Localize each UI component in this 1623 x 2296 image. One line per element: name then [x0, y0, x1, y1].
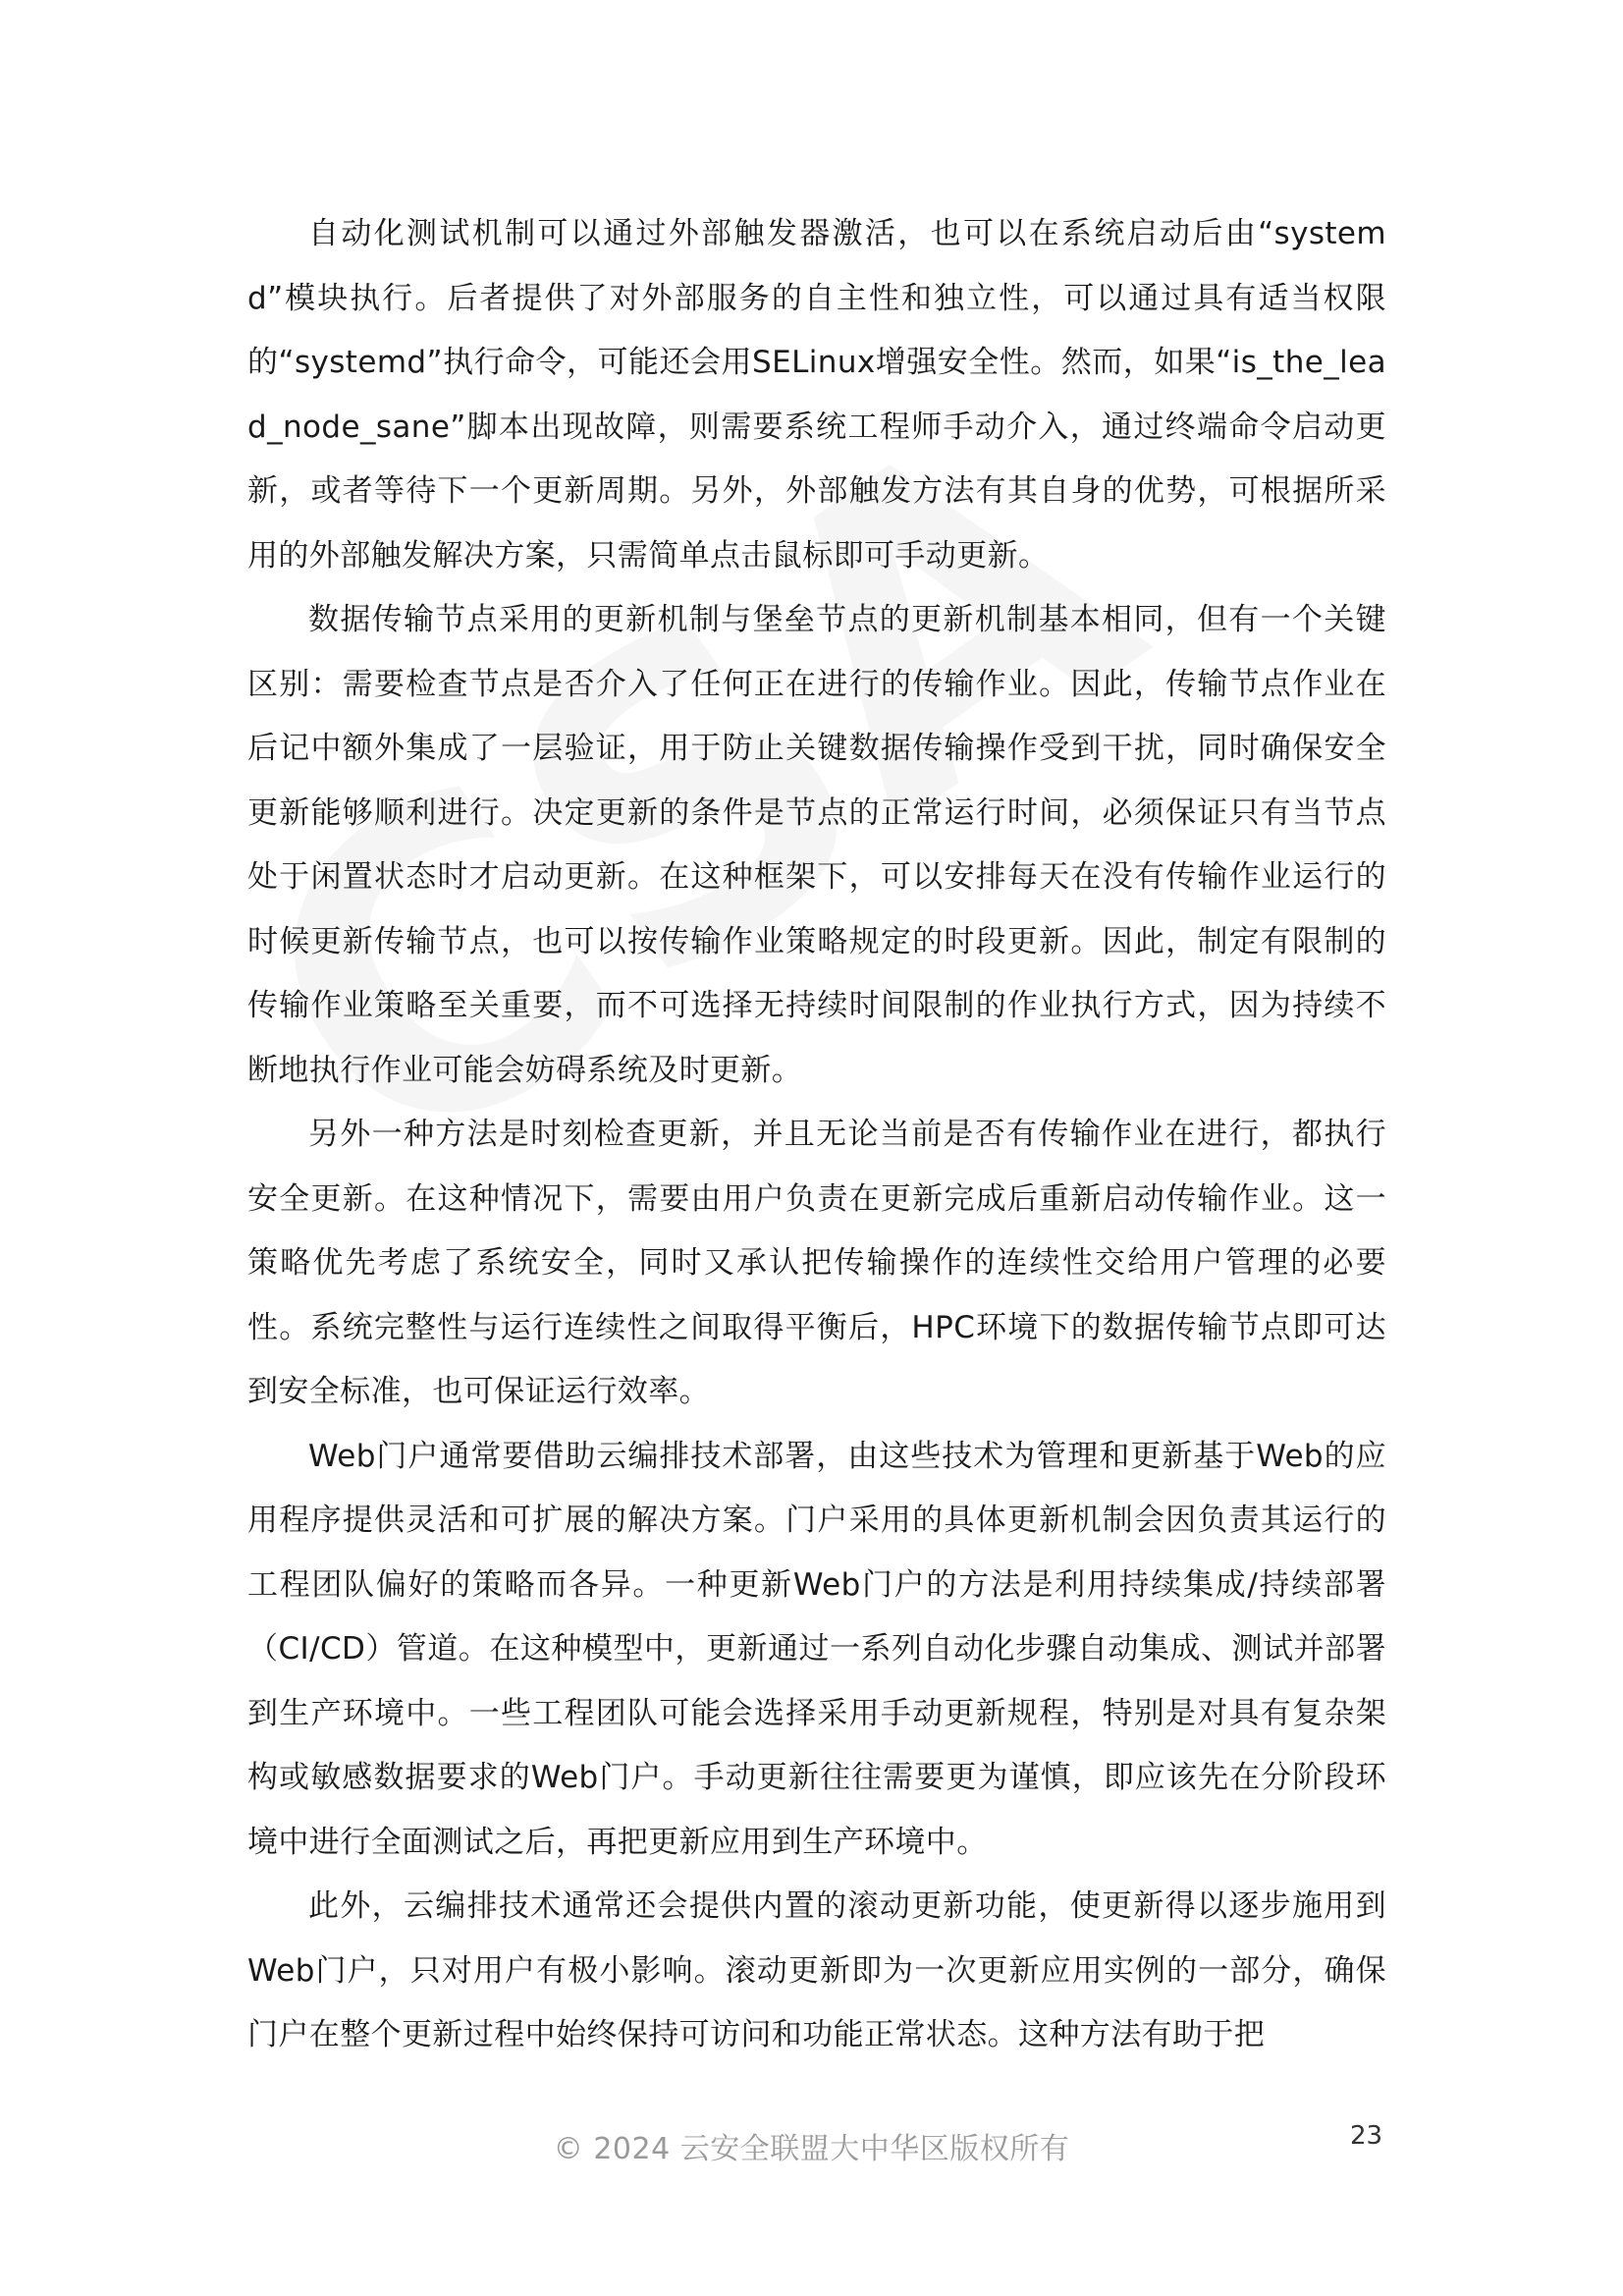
page-number: 23	[1350, 2121, 1383, 2151]
paragraph-data-transfer-node: 数据传输节点采用的更新机制与堡垒节点的更新机制基本相同，但有一个关键区别：需要检查节点是否介入了任何正在进行的传输作业。因此，传输节点作业在后记中额外集成了一层验证，用于防止关键数据传输操作受到干扰，同时确保安全更新能够顺利进行。决定更新的条件是节点的正常运行时间，必须保证只有当节点处于闲置状态时才启动更新。在这种框架下，可以安排每天在没有传输作业运行的时候更新传输节点，也可以按传输作业策略规定的时段更新。因此，制定有限制的传输作业策略至关重要，而不可选择无持续时间限制的作业执行方式，因为持续不断地执行作业可能会妨碍系统及时更新。	[247, 602, 1386, 1088]
footer-copyright: © 2024 云安全联盟大中华区版权所有	[553, 2132, 1070, 2166]
body-text	[247, 202, 1386, 2068]
paragraph-rolling-update: 此外，云编排技术通常还会提供内置的滚动更新功能，使更新得以逐步施用到Web门户，只对用户有极小影响。滚动更新即为一次更新应用实例的一部分，确保门户在整个更新过程中始终保持可访问和功能正常状态。这种方法有助于把	[247, 1888, 1386, 2052]
paragraph-automated-testing: 自动化测试机制可以通过外部触发器激活，也可以在系统启动后由“systemd”模块执行。后者提供了对外部服务的自主性和独立性，可以通过具有适当权限的“systemd”执行命令，可能还会用SELinux增强安全性。然而，如果“is_the_lead_node_sane”脚本出现故障，则需要系统工程师手动介入，通过终端命令启动更新，或者等待下一个更新周期。另外，外部触发方法有其自身的优势，可根据所采用的外部触发解决方案，只需简单点击鼠标即可手动更新。	[247, 216, 1386, 574]
paragraph-alternative-method: 另外一种方法是时刻检查更新，并且无论当前是否有传输作业在进行，都执行安全更新。在这种情况下，需要由用户负责在更新完成后重新启动传输作业。这一策略优先考虑了系统安全，同时又承认把传输操作的连续性交给用户管理的必要性。系统完整性与运行连续性之间取得平衡后，HPC环境下的数据传输节点即可达到安全标准，也可保证运行效率。	[247, 1117, 1386, 1409]
paragraph-web-portal: Web门户通常要借助云编排技术部署，由这些技术为管理和更新基于Web的应用程序提供灵活和可扩展的解决方案。门户采用的具体更新机制会因负责其运行的工程团队偏好的策略而各异。一种更新Web门户的方法是利用持续集成/持续部署（CI/CD）管道。在这种模型中，更新通过一系列自动化步骤自动集成、测试并部署到生产环境中。一些工程团队可能会选择采用手动更新规程，特别是对具有复杂架构或敏感数据要求的Web门户。手动更新往往需要更为谨慎，即应该先在分阶段环境中进行全面测试之后，再把更新应用到生产环境中。	[247, 1438, 1386, 1860]
